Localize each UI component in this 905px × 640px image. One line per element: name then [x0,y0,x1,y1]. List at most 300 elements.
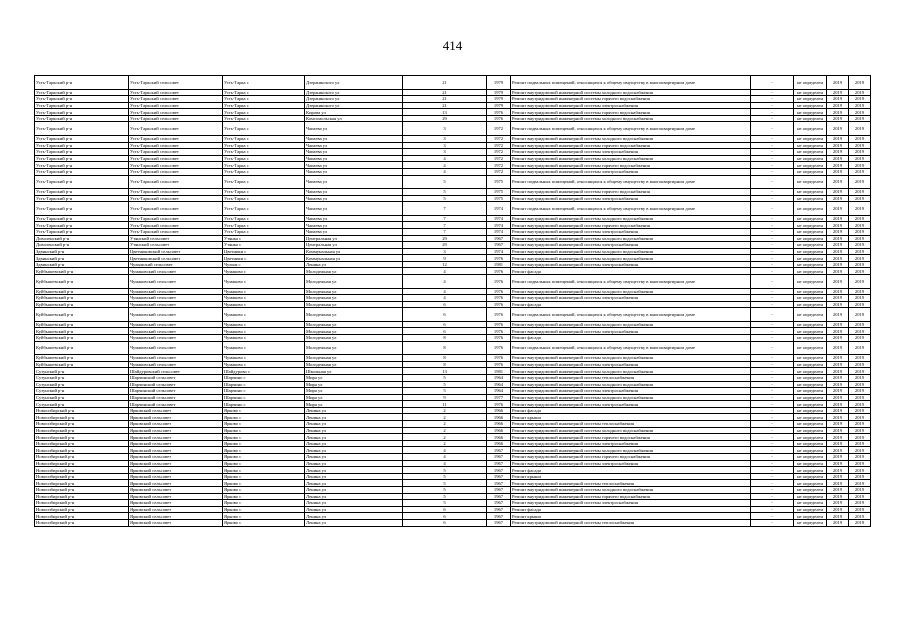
cell-build-year: 1967 [487,493,511,500]
table-row [35,480,871,487]
cell-locality: Чумаково с [223,268,305,275]
cell-district: Доволенский р-н [35,235,129,242]
cell-cost: - [751,328,794,335]
cell-work-type: Ремонт внутридомовой инженерной системы холодного водоснабжения [511,255,751,262]
table-row [35,242,871,249]
cell-district: Куйбышевский р-н [35,301,129,308]
cell-house-number: 2 [403,434,487,441]
cell-year-start: 2019 [827,135,849,142]
cell-year-start: 2019 [827,288,849,295]
cell-deadline-status: не определен [794,361,827,368]
cell-year-start: 2019 [827,500,849,507]
cell-locality: Утянка с [223,242,305,249]
cell-house-number: 4 [403,454,487,461]
cell-house-number: 5 [403,500,487,507]
cell-year-start: 2019 [827,355,849,362]
cell-settlement: Чумаковский сельсовет [129,301,223,308]
cell-year-end: 2019 [849,195,871,202]
cell-locality: Чумаково с [223,328,305,335]
cell-street: Молодежная ул [305,288,403,295]
cell-locality: Усть-Тарка с [223,215,305,222]
cell-district: Сузунский р-н [35,394,129,401]
cell-locality: Усть-Тарка с [223,96,305,103]
cell-settlement: Усть-Таркский сельсовет [129,155,223,162]
cell-district: Усть-Таркский р-н [35,189,129,196]
cell-work-type: Ремонт внутридомовой инженерной системы теплоснабжения [511,519,751,526]
table-row [35,506,871,513]
table-row [35,96,871,103]
cell-settlement: Ярковский сельсовет [129,460,223,467]
cell-settlement: Усть-Таркский сельсовет [129,215,223,222]
cell-house-number: 11 [403,401,487,408]
cell-settlement: Шайдуровский сельсовет [129,368,223,375]
cell-year-start: 2019 [827,493,849,500]
cell-year-start: 2019 [827,162,849,169]
cell-district: Новосибирский р-н [35,467,129,474]
cell-deadline-status: не определен [794,168,827,175]
cell-street: Молодежная ул [305,275,403,289]
cell-settlement: Ярковский сельсовет [129,447,223,454]
cell-district: Куйбышевский р-н [35,328,129,335]
cell-house-number: 6 [403,301,487,308]
table-row [35,368,871,375]
cell-year-start: 2019 [827,421,849,428]
table-row [35,460,871,467]
cell-house-number: 5 [403,487,487,494]
cell-district: Усть-Таркский р-н [35,222,129,229]
cell-work-type: Ремонт внутридомовой инженерной системы горячего водоснабжения [511,162,751,169]
cell-year-end: 2019 [849,335,871,342]
cell-district: Новосибирский р-н [35,513,129,520]
cell-house-number: 3 [403,149,487,156]
cell-settlement: Усть-Таркский сельсовет [129,195,223,202]
cell-work-type: Ремонт внутридомовой инженерной системы электроснабжения [511,261,751,268]
cell-street: Ленина ул [305,513,403,520]
cell-year-end: 2019 [849,275,871,289]
cell-house-number: 4 [403,155,487,162]
cell-settlement: Усть-Таркский сельсовет [129,222,223,229]
cell-year-start: 2019 [827,328,849,335]
cell-locality: Чумаково с [223,301,305,308]
cell-build-year: 1974 [487,215,511,222]
cell-deadline-status: не определен [794,506,827,513]
cell-settlement: Усть-Таркский сельсовет [129,102,223,109]
cell-year-end: 2019 [849,295,871,302]
cell-settlement: Чумаковский сельсовет [129,268,223,275]
cell-year-end: 2019 [849,155,871,162]
cell-cost: - [751,440,794,447]
cell-year-end: 2019 [849,493,871,500]
cell-deadline-status: не определен [794,89,827,96]
cell-work-type: Ремонт внутридомовой инженерной системы холодного водоснабжения [511,368,751,375]
cell-settlement: Шарчинский сельсовет [129,381,223,388]
cell-year-start: 2019 [827,506,849,513]
cell-settlement: Цветниковский сельсовет [129,255,223,262]
cell-year-start: 2019 [827,381,849,388]
cell-settlement: Ярковский сельсовет [129,440,223,447]
cell-settlement: Усть-Таркский сельсовет [129,168,223,175]
cell-year-end: 2019 [849,102,871,109]
cell-cost: - [751,519,794,526]
cell-locality: Ярково с [223,467,305,474]
cell-year-start: 2019 [827,394,849,401]
cell-work-type: Ремонт внутридомовой инженерной системы холодного водоснабжения [511,394,751,401]
cell-cost: - [751,76,794,90]
cell-house-number: 3 [403,248,487,255]
cell-cost: - [751,215,794,222]
cell-year-start: 2019 [827,175,849,189]
cell-build-year: 1976 [487,328,511,335]
cell-year-end: 2019 [849,248,871,255]
cell-house-number: 8 [403,355,487,362]
cell-deadline-status: не определен [794,421,827,428]
cell-year-start: 2019 [827,115,849,122]
cell-deadline-status: не определен [794,96,827,103]
cell-settlement: Усть-Таркский сельсовет [129,162,223,169]
cell-deadline-status: не определен [794,519,827,526]
cell-street: Ленина ул [305,261,403,268]
cell-year-start: 2019 [827,228,849,235]
cell-cost: - [751,487,794,494]
cell-build-year: 1979 [487,96,511,103]
cell-house-number: 8 [403,335,487,342]
cell-house-number: 5 [403,388,487,395]
cell-build-year: 1975 [487,175,511,189]
cell-cost: - [751,96,794,103]
cell-cost: - [751,149,794,156]
cell-year-start: 2019 [827,295,849,302]
table-row [35,434,871,441]
cell-cost: - [751,228,794,235]
cell-locality: Ярково с [223,487,305,494]
cell-work-type: Ремонт подвальных помещений, относящихся к общему имуществу в многоквартирном доме [511,175,751,189]
table-row [35,374,871,381]
cell-house-number: 5 [403,195,487,202]
table-row [35,235,871,242]
cell-house-number: 4 [403,162,487,169]
table-row [35,487,871,494]
cell-district: Здвинский р-н [35,261,129,268]
cell-cost: - [751,355,794,362]
cell-deadline-status: не определен [794,355,827,362]
cell-build-year: 1974 [487,222,511,229]
cell-house-number: 6 [403,321,487,328]
cell-settlement: Ярковский сельсовет [129,421,223,428]
cell-work-type: Ремонт внутридомовой инженерной системы горячего водоснабжения [511,222,751,229]
cell-street: Молодежная ул [305,328,403,335]
cell-year-start: 2019 [827,195,849,202]
cell-locality: Ярково с [223,500,305,507]
cell-settlement: Чумаковский сельсовет [129,361,223,368]
cell-house-number: 5 [403,381,487,388]
cell-house-number: 21 [403,89,487,96]
cell-deadline-status: не определен [794,202,827,216]
cell-house-number: 8 [403,341,487,355]
cell-district: Здвинский р-н [35,248,129,255]
cell-district: Новосибирский р-н [35,506,129,513]
cell-build-year: 1976 [487,295,511,302]
cell-street: Молодежная ул [305,308,403,322]
cell-deadline-status: не определен [794,427,827,434]
cell-locality: Чумаково с [223,335,305,342]
table-row [35,401,871,408]
cell-settlement: Ярковский сельсовет [129,434,223,441]
cell-year-end: 2019 [849,361,871,368]
cell-deadline-status: не определен [794,321,827,328]
cell-deadline-status: не определен [794,222,827,229]
cell-locality: Ярково с [223,434,305,441]
cell-build-year: 1975 [487,189,511,196]
cell-cost: - [751,109,794,116]
cell-build-year: 1976 [487,361,511,368]
cell-district: Куйбышевский р-н [35,275,129,289]
cell-work-type: Ремонт внутридомовой инженерной системы электроснабжения [511,401,751,408]
cell-settlement: Усть-Таркский сельсовет [129,202,223,216]
cell-deadline-status: не определен [794,308,827,322]
cell-deadline-status: не определен [794,115,827,122]
cell-deadline-status: не определен [794,301,827,308]
cell-street: Комсомольская ул [305,115,403,122]
cell-district: Новосибирский р-н [35,487,129,494]
cell-cost: - [751,275,794,289]
table-row [35,149,871,156]
cell-house-number: 9 [403,394,487,401]
cell-settlement: Ярковский сельсовет [129,500,223,507]
cell-year-end: 2019 [849,513,871,520]
cell-year-end: 2019 [849,168,871,175]
cell-street: Ленина ул [305,473,403,480]
cell-locality: Усть-Тарка с [223,195,305,202]
cell-work-type: Ремонт внутридомовой инженерной системы холодного водоснабжения [511,235,751,242]
cell-house-number: 21 [403,96,487,103]
cell-street: Чапаева ул [305,202,403,216]
cell-work-type: Ремонт внутридомовой инженерной системы горячего водоснабжения [511,454,751,461]
cell-house-number: 2 [403,414,487,421]
cell-year-end: 2019 [849,222,871,229]
cell-settlement: Шарчинский сельсовет [129,394,223,401]
table-row [35,308,871,322]
cell-settlement: Чумаковский сельсовет [129,295,223,302]
cell-year-start: 2019 [827,242,849,249]
cell-district: Новосибирский р-н [35,500,129,507]
cell-settlement: Ярковский сельсовет [129,519,223,526]
cell-year-end: 2019 [849,434,871,441]
cell-street: Молодежная ул [305,321,403,328]
table-row [35,473,871,480]
cell-settlement: Усть-Таркский сельсовет [129,89,223,96]
cell-year-end: 2019 [849,149,871,156]
cell-house-number: 4 [403,168,487,175]
cell-deadline-status: не определен [794,295,827,302]
cell-district: Новосибирский р-н [35,454,129,461]
cell-year-start: 2019 [827,76,849,90]
cell-cost: - [751,460,794,467]
cell-district: Усть-Таркский р-н [35,195,129,202]
table-row [35,447,871,454]
cell-year-end: 2019 [849,394,871,401]
cell-locality: Ярково с [223,473,305,480]
cell-year-start: 2019 [827,401,849,408]
cell-work-type: Ремонт внутридомовой инженерной системы электроснабжения [511,500,751,507]
cell-cost: - [751,447,794,454]
cell-locality: Утянка с [223,235,305,242]
cell-street: Чапаева ул [305,162,403,169]
cell-deadline-status: не определен [794,149,827,156]
cell-build-year: 1976 [487,341,511,355]
table-row [35,122,871,136]
cell-year-end: 2019 [849,519,871,526]
cell-street: Школьная ул [305,368,403,375]
cell-work-type: Ремонт внутридомовой инженерной системы холодного водоснабжения [511,115,751,122]
cell-district: Новосибирский р-н [35,473,129,480]
cell-street: Ленина ул [305,519,403,526]
cell-year-start: 2019 [827,268,849,275]
cell-street: Чапаева ул [305,215,403,222]
cell-build-year: 1967 [487,447,511,454]
cell-street: Ленина ул [305,493,403,500]
cell-locality: Усть-Тарка с [223,168,305,175]
cell-cost: - [751,235,794,242]
table-row [35,355,871,362]
table-row [35,168,871,175]
cell-settlement: Утянский сельсовет [129,242,223,249]
cell-year-end: 2019 [849,407,871,414]
cell-year-end: 2019 [849,368,871,375]
cell-year-end: 2019 [849,388,871,395]
cell-house-number: 7 [403,215,487,222]
cell-settlement: Ярковский сельсовет [129,454,223,461]
table-row [35,427,871,434]
cell-build-year: 1967 [487,506,511,513]
cell-house-number: 2 [403,440,487,447]
cell-build-year: 1972 [487,149,511,156]
table-row [35,414,871,421]
cell-district: Куйбышевский р-н [35,308,129,322]
cell-district: Усть-Таркский р-н [35,149,129,156]
cell-district: Сузунский р-н [35,368,129,375]
cell-year-start: 2019 [827,255,849,262]
cell-year-start: 2019 [827,368,849,375]
cell-year-end: 2019 [849,500,871,507]
cell-year-start: 2019 [827,261,849,268]
cell-district: Куйбышевский р-н [35,288,129,295]
cell-year-start: 2019 [827,374,849,381]
cell-build-year: 1967 [487,460,511,467]
cell-deadline-status: не определен [794,235,827,242]
cell-deadline-status: не определен [794,328,827,335]
table-row [35,155,871,162]
cell-house-number: 2 [403,407,487,414]
cell-year-end: 2019 [849,202,871,216]
cell-cost: - [751,168,794,175]
table-row [35,89,871,96]
table-row [35,467,871,474]
cell-year-end: 2019 [849,454,871,461]
cell-street: Молодежная ул [305,361,403,368]
cell-district: Усть-Таркский р-н [35,142,129,149]
cell-locality: Чумаково с [223,321,305,328]
cell-house-number: 21 [403,102,487,109]
cell-deadline-status: не определен [794,261,827,268]
cell-year-start: 2019 [827,202,849,216]
cell-cost: - [751,341,794,355]
cell-deadline-status: не определен [794,388,827,395]
cell-build-year: 1976 [487,115,511,122]
cell-settlement: Усть-Таркский сельсовет [129,115,223,122]
cell-deadline-status: не определен [794,215,827,222]
cell-build-year: 1967 [487,473,511,480]
cell-year-end: 2019 [849,109,871,116]
cell-settlement: Чумаковский сельсовет [129,275,223,289]
cell-house-number: 5 [403,175,487,189]
cell-deadline-status: не определен [794,76,827,90]
table-row [35,513,871,520]
cell-locality: Ярково с [223,407,305,414]
cell-locality: Ярково с [223,513,305,520]
cell-year-start: 2019 [827,454,849,461]
cell-street: Ленина ул [305,460,403,467]
cell-cost: - [751,467,794,474]
table-row [35,321,871,328]
cell-build-year: 1976 [487,255,511,262]
cell-year-start: 2019 [827,168,849,175]
cell-house-number: 3 [403,142,487,149]
cell-year-start: 2019 [827,460,849,467]
cell-cost: - [751,480,794,487]
cell-build-year: 1976 [487,335,511,342]
cell-year-start: 2019 [827,487,849,494]
cell-build-year: 1967 [487,235,511,242]
table-row [35,255,871,262]
cell-deadline-status: не определен [794,335,827,342]
cell-district: Усть-Таркский р-н [35,102,129,109]
cell-build-year: 1974 [487,248,511,255]
cell-house-number: 29 [403,242,487,249]
cell-year-start: 2019 [827,142,849,149]
cell-deadline-status: не определен [794,513,827,520]
cell-work-type: Ремонт фасада [511,335,751,342]
cell-district: Новосибирский р-н [35,427,129,434]
cell-cost: - [751,288,794,295]
cell-build-year: 1976 [487,109,511,116]
cell-year-start: 2019 [827,440,849,447]
cell-street: Чапаева ул [305,142,403,149]
cell-locality: Усть-Тарка с [223,149,305,156]
cell-work-type: Ремонт внутридомовой инженерной системы электроснабжения [511,295,751,302]
cell-street: Дзержинского ул [305,96,403,103]
cell-deadline-status: не определен [794,102,827,109]
cell-locality: Ярково с [223,447,305,454]
cell-build-year: 1967 [487,500,511,507]
cell-locality: Цветники с [223,255,305,262]
cell-work-type: Ремонт внутридомовой инженерной системы электроснабжения [511,102,751,109]
cell-settlement: Чумаковский сельсовет [129,288,223,295]
cell-locality: Усть-Тарка с [223,155,305,162]
cell-house-number: 5 [403,480,487,487]
cell-year-end: 2019 [849,308,871,322]
cell-deadline-status: не определен [794,109,827,116]
table-row [35,268,871,275]
cell-settlement: Ярковский сельсовет [129,487,223,494]
cell-deadline-status: не определен [794,480,827,487]
cell-district: Куйбышевский р-н [35,361,129,368]
cell-district: Усть-Таркский р-н [35,162,129,169]
cell-locality: Усть-Тарка с [223,115,305,122]
cell-district: Усть-Таркский р-н [35,76,129,90]
cell-street: Ленина ул [305,454,403,461]
cell-cost: - [751,155,794,162]
cell-work-type: Ремонт внутридомовой инженерной системы холодного водоснабжения [511,135,751,142]
